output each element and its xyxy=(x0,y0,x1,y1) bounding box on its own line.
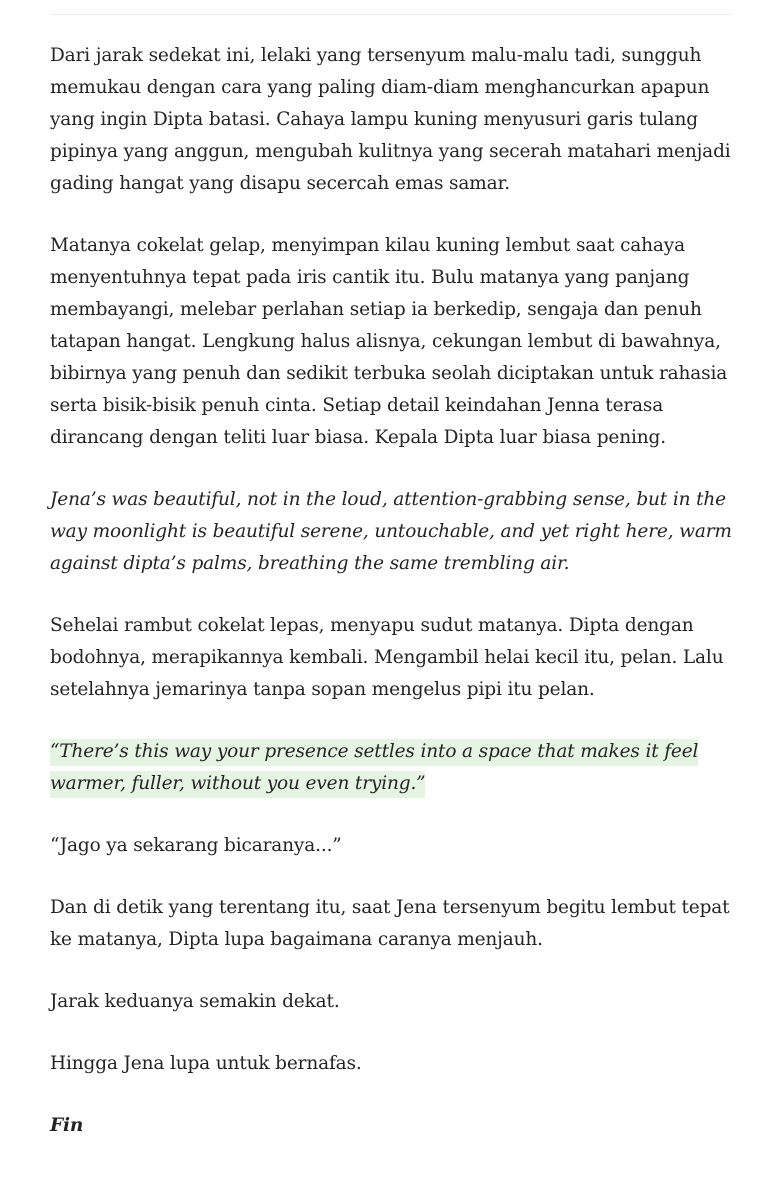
highlighted-quote[interactable]: “There’s this way your presence settles into a space that makes it feel warmer, fuller, without you even trying.” xyxy=(50,739,698,798)
paragraph-4: Sehelai rambut cokelat lepas, menyapu sudut matanya. Dipta dengan bodohnya, merapikannya kembali. Mengambil helai kecil itu, pelan. Lalu setelahnya jemarinya tanpa sopan mengelus pipi itu pelan. xyxy=(50,615,724,700)
paragraph-1: Dari jarak sedekat ini, lelaki yang tersenyum malu-malu tadi, sungguh memukau dengan cara yang paling diam-diam menghancurkan apapun yang ingin Dipta batasi. Cahaya lampu kuning menyusuri garis tulang pipinya yang anggun, mengubah kulitnya yang secerah matahari menjadi gading hangat yang disapu secercah emas samar. xyxy=(50,45,731,194)
top-divider xyxy=(50,14,732,15)
italic-passage: Jena’s was beautiful, not in the loud, attention-grabbing sense, but in the way moonlight is beautiful serene, untouchable, and yet right here, warm against dipta’s palms, breathing the same trembling air. xyxy=(50,489,732,574)
ending-fin: Fin xyxy=(50,1115,84,1136)
paragraph-7: Dan di detik yang terentang itu, saat Jena tersenyum begitu lembut tepat ke matanya, Dipta lupa bagaimana caranya menjauh. xyxy=(50,897,730,950)
article-body xyxy=(50,40,732,1172)
highlighted-quote-paragraph xyxy=(50,736,732,800)
paragraph-8: Jarak keduanya semakin dekat. xyxy=(50,991,340,1012)
paragraph-9: Hingga Jena lupa untuk bernafas. xyxy=(50,1053,362,1074)
paragraph-2: Matanya cokelat gelap, menyimpan kilau kuning lembut saat cahaya menyentuhnya tepat pada iris cantik itu. Bulu matanya yang panjang membayangi, melebar perlahan setiap ia berkedip, sengaja dan penuh tatapan hangat. Lengkung halus alisnya, cekungan lembut di bawahnya, bibirnya yang penuh dan sedikit terbuka seolah diciptakan untuk rahasia serta bisik-bisik penuh cinta. Setiap detail keindahan Jenna terasa dirancang dengan teliti luar biasa. Kepala Dipta luar biasa pening. xyxy=(50,235,728,448)
dialogue-line: “Jago ya sekarang bicaranya...” xyxy=(50,835,342,856)
